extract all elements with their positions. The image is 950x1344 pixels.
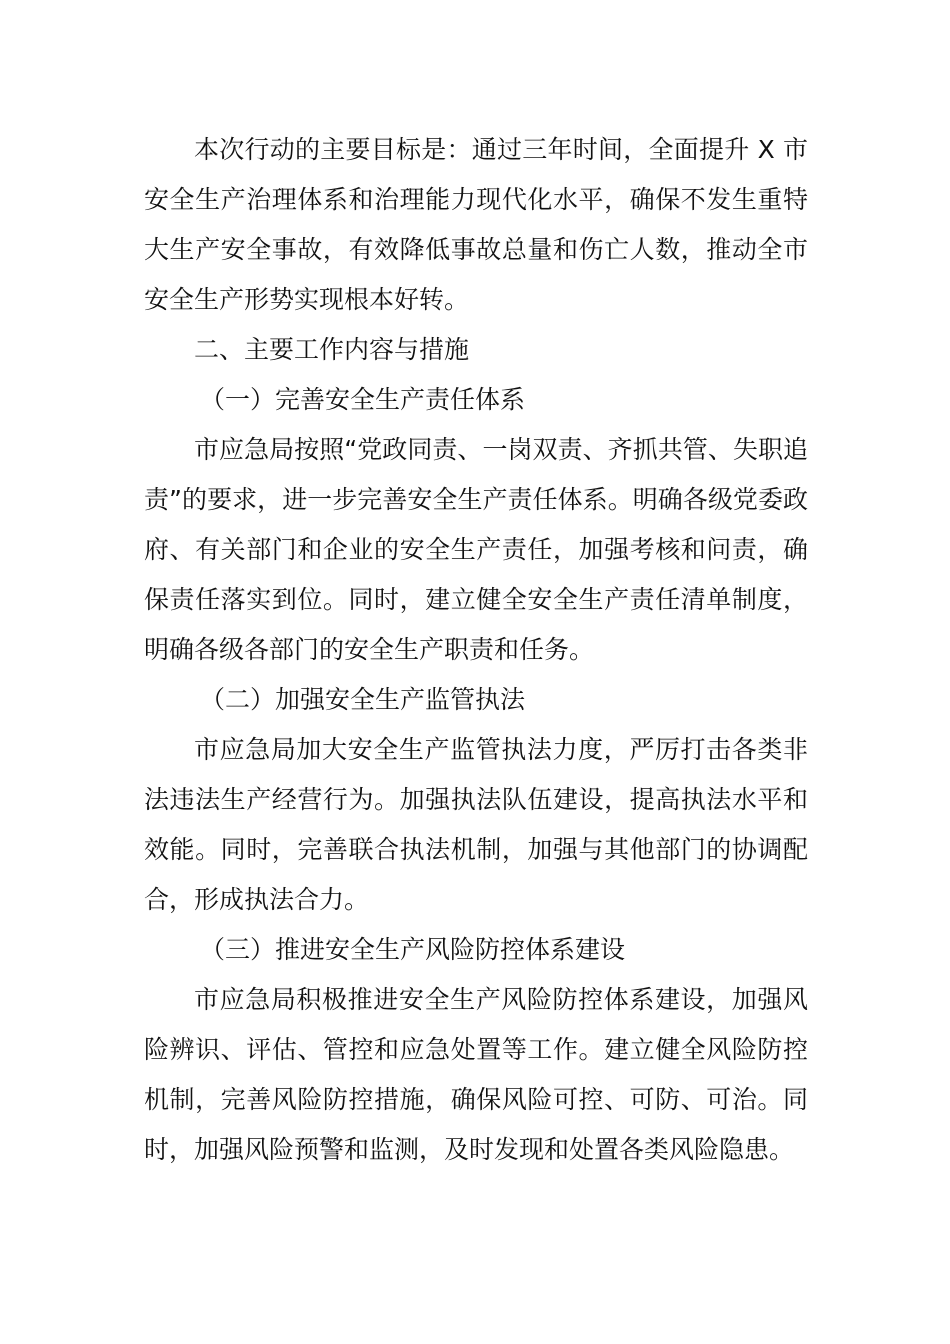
document-body xyxy=(144,125,808,1175)
section-heading-main-work: 二、主要工作内容与措施 xyxy=(194,335,470,364)
subheading-risk-prevention: （三）推进安全生产风险防控体系建设 xyxy=(200,935,626,964)
subheading-responsibility-system: （一）完善安全生产责任体系 xyxy=(200,385,526,414)
paragraph-risk-prevention: 市应急局积极推进安全生产风险防控体系建设，加强风险辨识、评估、管控和应急处置等工作。建立健全风险防控机制，完善风险防控措施，确保风险可控、可防、可治。同时，加强风险预警和监测，及时发现和处置各类风险隐患。 xyxy=(144,985,808,1164)
paragraph-responsibility-system: 市应急局按照“党政同责、一岗双责、齐抓共管、失职追责”的要求，进一步完善安全生产责任体系。明确各级党委政府、有关部门和企业的安全生产责任，加强考核和问责，确保责任落实到位。同时，建立健全安全生产责任清单制度，明确各级各部门的安全生产职责和任务。 xyxy=(144,435,808,664)
paragraph-supervision-enforcement: 市应急局加大安全生产监管执法力度，严厉打击各类非法违法生产经营行为。加强执法队伍建设，提高执法水平和效能。同时，完善联合执法机制，加强与其他部门的协调配合，形成执法合力。 xyxy=(144,735,808,914)
subheading-supervision-enforcement: （二）加强安全生产监管执法 xyxy=(200,685,526,714)
paragraph-objective: 本次行动的主要目标是：通过三年时间，全面提升 X 市安全生产治理体系和治理能力现代化水平，确保不发生重特大生产安全事故，有效降低事故总量和伤亡人数，推动全市安全生产形势实现根本好转。 xyxy=(144,135,808,314)
